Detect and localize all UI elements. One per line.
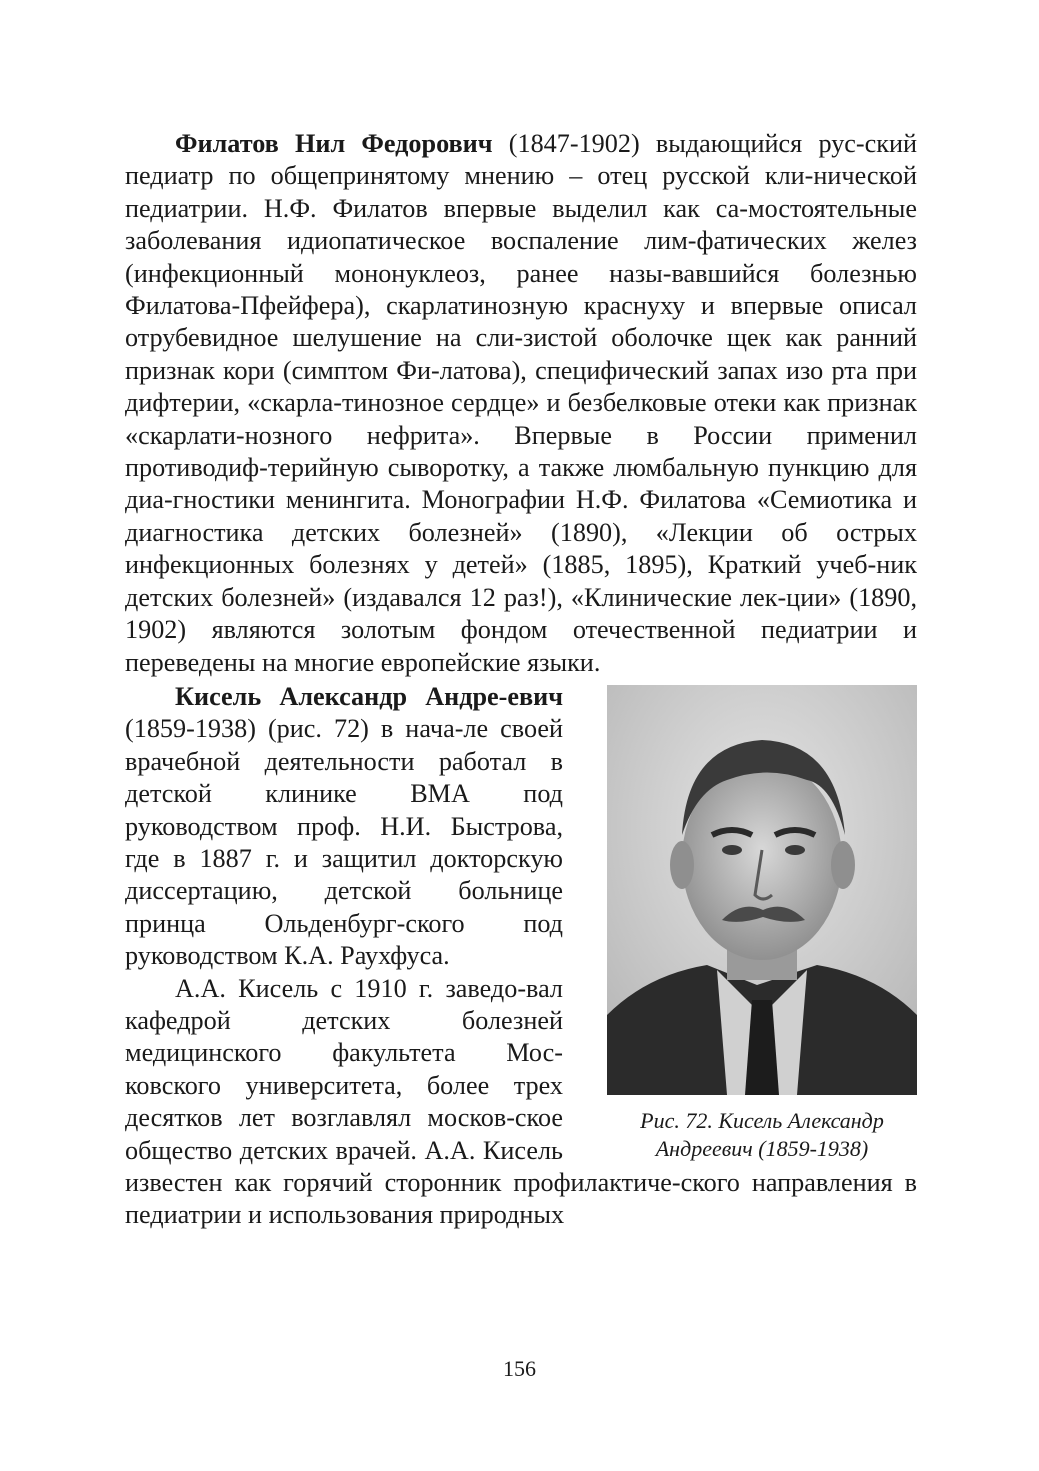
paragraph-filatov-text: (1847-1902) выдающийся рус-ский педиатр по общепринятому мнению – отец русской кли-нической педиатрии. Н.Ф. Филатов впервые выделил как са-мостоятельные заболевания идиопатическое воспаление лим-фатических желез (инфекционный мононуклеоз, ранее назы-вавшийся болезнью Филатова-Пфейфера), скарлатинозную краснуху и впервые описал отрубевидное шелушение на сли-зистой оболочке щек как ранний признак кори (симптом Фи-латова), специфический запах изо рта при дифтерии, «скарла-тинозное сердце» и безбелковые отеки как признак «скарлати-нозного нефрита». Впервые в России применил противодиф-терийную сыворотку, а также люмбальную пункцию для диа-гностики менингита. Монографии Н.Ф. Филатова «Семиотика и диагностика детских болезней» (1890), «Лекции об острых инфекционных болезнях у детей» (1885, 1895), Краткий учеб-ник детских болезней» (издавался 12 раз!), «Клинические лек-ции» (1890, 1902) являются золотым фондом отечественной педиатрии и переведены на многие европейские языки. <box>125 129 918 677</box>
paragraph-kisel-text: (1859-1938) (рис. 72) в нача-ле своей врачебной деятельности работал в детской клинике ВМА под руководством проф. Н.И. Быстрова, где в 1887 г. и защитил докторскую диссертацию, детской больнице принца Ольденбург-ского под руководством К.А. Раухфуса. <box>125 714 563 971</box>
portrait-image <box>607 685 917 1095</box>
figure-72 <box>607 685 917 1163</box>
name-kisel: Кисель Александр Андре-евич <box>175 681 563 711</box>
paragraph-kisel-continued: А.А. Кисель с 1910 г. заведо-вал кафедрой детских болезней медицинского факультета Мос-ковского университета, более трех десятков лет возглавлял москов-ское общество детских врачей. А.А. Кисель известен как горячий сторонник профилактиче-ского направления в педиатрии и использования природных <box>125 973 917 1230</box>
paragraph-filatov <box>125 128 917 679</box>
caption-line-2: Андреевич (1859-1938) <box>655 1135 869 1161</box>
portrait-photo <box>607 685 917 1095</box>
kisel-section <box>125 681 917 1232</box>
name-filatov: Филатов Нил Федорович <box>175 129 493 158</box>
figure-caption <box>607 1107 917 1163</box>
caption-line-1: Рис. 72. Кисель Александр <box>640 1107 884 1133</box>
page-content <box>125 128 917 1232</box>
page-number: 156 <box>503 1356 536 1381</box>
